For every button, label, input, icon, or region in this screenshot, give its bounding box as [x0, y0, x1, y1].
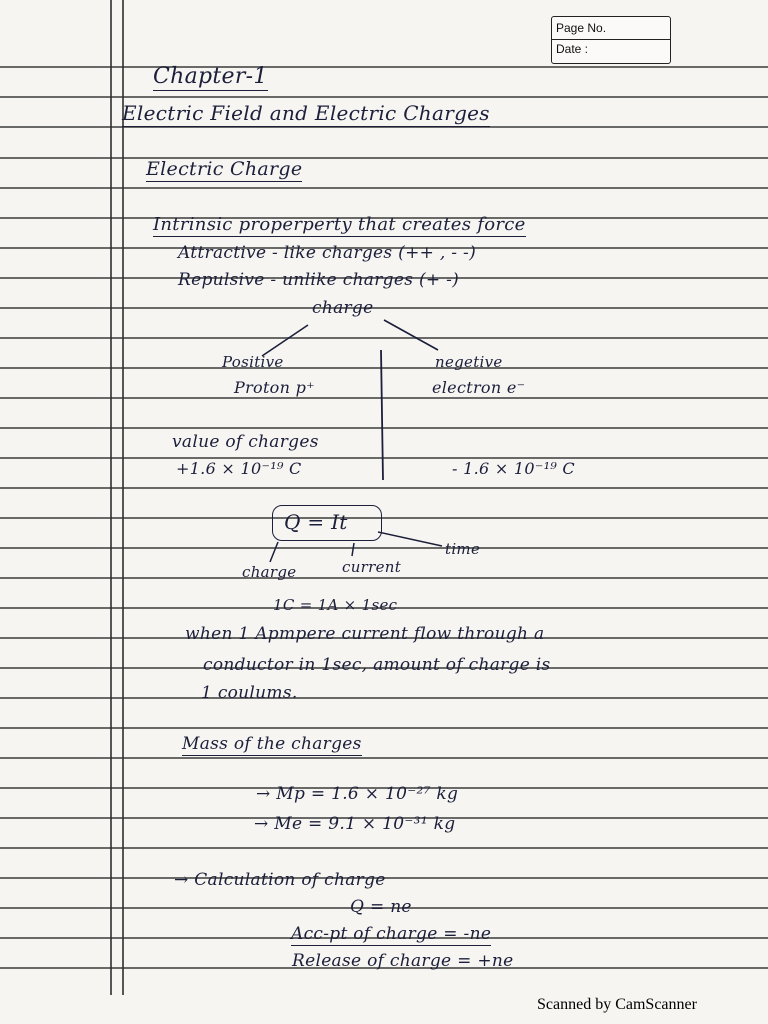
- value-of-charges-heading: value of charges: [172, 432, 319, 452]
- calculation-heading: → Calculation of charge: [174, 870, 386, 890]
- proton-mass: → Mp = 1.6 × 10⁻²⁷ kg: [256, 784, 459, 804]
- negative-charge-value: - 1.6 × 10⁻¹⁹ C: [452, 459, 575, 478]
- branch-left-stroke: [262, 325, 308, 356]
- proton-label: Proton p⁺: [234, 378, 315, 397]
- intrinsic-property-line: Intrinsic properperty that creates force: [153, 214, 526, 235]
- pointer-current-stroke: [352, 543, 354, 556]
- release-charge-line: Release of charge = +ne: [292, 951, 514, 971]
- accept-charge-line: Acc-pt of charge = -ne: [291, 924, 492, 944]
- pointer-charge-stroke: [270, 542, 278, 562]
- section-electric-charge: Electric Charge: [146, 158, 303, 180]
- formula-q-equals-it: Q = It: [284, 510, 348, 534]
- explanation-line-2: conductor in 1sec, amount of charge is: [203, 655, 551, 675]
- explanation-line-3: 1 coulums.: [201, 683, 298, 703]
- unit-equation: 1C = 1A × 1sec: [273, 596, 398, 614]
- date-label: Date :: [556, 42, 589, 56]
- positive-label: Positive: [222, 353, 284, 371]
- label-time: time: [445, 540, 481, 558]
- explanation-line-1: when 1 Apmpere current flow through a: [185, 624, 545, 644]
- label-charge: charge: [242, 563, 297, 581]
- margin-line-right: [122, 0, 124, 995]
- page-date-box: [551, 16, 671, 64]
- attractive-line: Attractive - like charges (++ , - -): [178, 243, 477, 263]
- negative-label: negetive: [435, 353, 503, 371]
- mass-heading: Mass of the charges: [182, 734, 362, 754]
- branch-right-stroke: [384, 320, 438, 350]
- label-current: current: [342, 558, 402, 576]
- electron-mass: → Me = 9.1 × 10⁻³¹ kg: [254, 814, 456, 834]
- positive-charge-value: +1.6 × 10⁻¹⁹ C: [176, 459, 302, 478]
- electron-label: electron e⁻: [432, 378, 526, 397]
- pointer-time-stroke: [378, 532, 442, 546]
- page-no-label: Page No.: [556, 21, 607, 35]
- margin-line-left: [110, 0, 112, 995]
- chapter-heading: Chapter-1: [153, 64, 268, 89]
- vertical-divider-stroke: [381, 350, 383, 480]
- q-equals-ne: Q = ne: [350, 897, 412, 917]
- chapter-title: Electric Field and Electric Charges: [122, 101, 490, 125]
- repulsive-line: Repulsive - unlike charges (+ -): [178, 270, 460, 290]
- camscanner-watermark: Scanned by CamScanner: [537, 996, 697, 1013]
- charge-tree-root: charge: [312, 298, 374, 318]
